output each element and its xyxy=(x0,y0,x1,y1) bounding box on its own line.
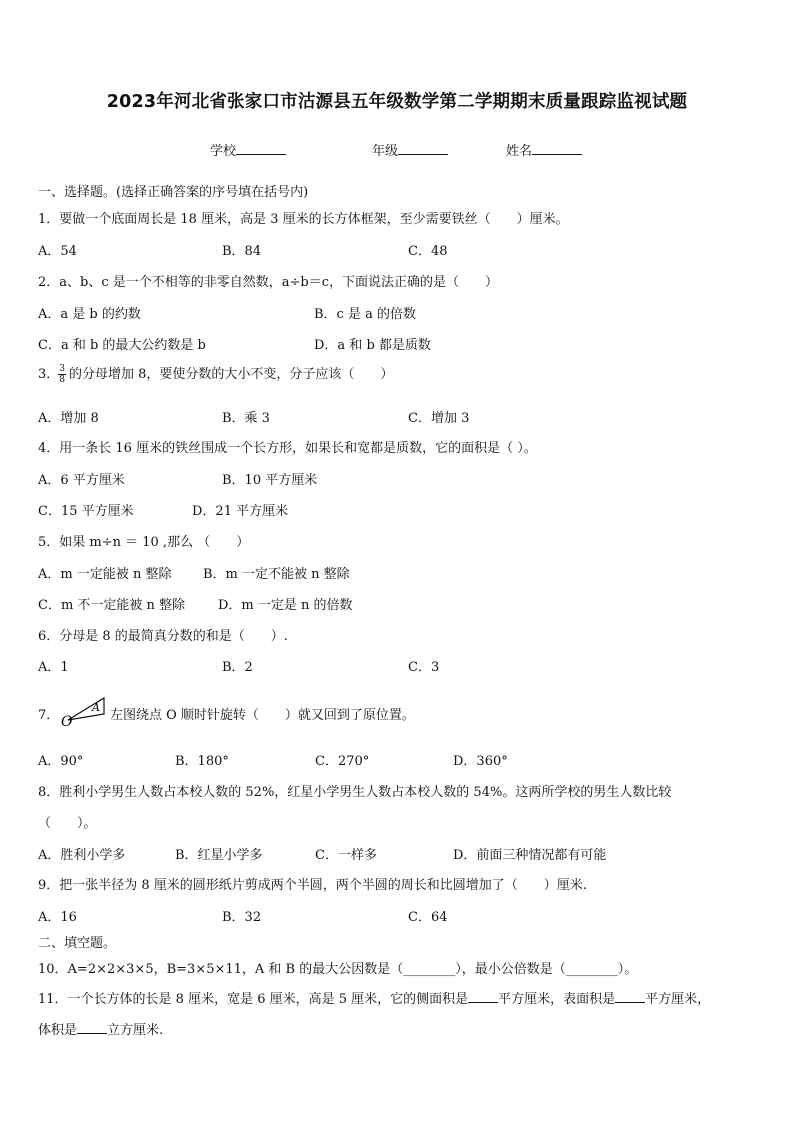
point-a-label: A xyxy=(92,701,100,714)
q9-option-c[interactable]: C．64 xyxy=(408,910,448,925)
q2-option-a[interactable]: A．a 是 b 的约数 xyxy=(38,307,141,322)
question-4: 4．用一条长 16 厘米的铁丝围成一个长方形，如果长和宽都是质数，它的面积是（ ）。 xyxy=(38,441,537,456)
q4-option-c[interactable]: C．15 平方厘米 xyxy=(38,504,134,519)
question-6: 6．分母是 8 的最简真分数的和是（ ）. xyxy=(38,629,288,644)
q4-option-b[interactable]: B．10 平方厘米 xyxy=(222,473,318,488)
rotation-triangle-figure xyxy=(60,694,108,728)
q5-option-c[interactable]: C．m 不一定能被 n 整除 xyxy=(38,598,186,613)
school-field[interactable]: 学校 xyxy=(210,140,286,159)
grade-field[interactable]: 年级 xyxy=(372,140,448,159)
grade-blank[interactable] xyxy=(398,142,448,155)
q6-option-a[interactable]: A．1 xyxy=(38,660,69,675)
q4-option-d[interactable]: D．21 平方厘米 xyxy=(192,504,289,519)
q8-option-a[interactable]: A．胜利小学多 xyxy=(38,848,126,863)
q2-option-d[interactable]: D．a 和 b 都是质数 xyxy=(314,338,431,353)
fraction-3-8: $\frac{3}{8}$ xyxy=(59,364,66,385)
q9-option-a[interactable]: A．16 xyxy=(38,910,77,925)
q9-option-b[interactable]: B．32 xyxy=(222,910,262,925)
q8-option-c[interactable]: C．一样多 xyxy=(315,848,377,863)
q11-blank-3[interactable] xyxy=(77,1021,107,1034)
question-9: 9．把一张半径为 8 厘米的圆形纸片剪成两个半圆，两个半圆的周长和比圆增加了（ ）厘米. xyxy=(38,878,587,893)
name-blank[interactable] xyxy=(532,142,582,155)
question-2: 2．a、b、c 是一个不相等的非零自然数，a÷b＝c，下面说法正确的是（ ） xyxy=(38,275,499,290)
q4-option-a[interactable]: A．6 平方厘米 xyxy=(38,473,125,488)
name-field[interactable]: 姓名 xyxy=(506,140,582,159)
q3-option-c[interactable]: C．增加 3 xyxy=(408,411,470,426)
point-o-label: O xyxy=(61,714,73,728)
question-10: 10．A=2×2×3×5，B=3×5×11，A 和 B 的最大公因数是（________），最小公倍数是（________）。 xyxy=(38,962,638,977)
q7-option-a[interactable]: A．90° xyxy=(38,754,84,769)
q11-blank-2[interactable] xyxy=(615,990,645,1003)
q8-option-b[interactable]: B．红星小学多 xyxy=(175,848,263,863)
question-8: 8．胜利小学男生人数占本校人数的 52%，红星小学男生人数占本校人数的 54%。这两所学校的男生人数比较 xyxy=(38,785,672,800)
q7-option-c[interactable]: C．270° xyxy=(315,754,370,769)
q1-option-a[interactable]: A．54 xyxy=(38,244,77,259)
q7-option-b[interactable]: B．180° xyxy=(175,754,229,769)
q2-option-c[interactable]: C．a 和 b 的最大公约数是 b xyxy=(38,338,206,353)
q11-blank-1[interactable] xyxy=(468,990,498,1003)
question-1: 1．要做一个底面周长是 18 厘米，高是 3 厘米的长方体框架，至少需要铁丝（ ）厘米。 xyxy=(38,212,569,227)
q5-option-a[interactable]: A．m 一定能被 n 整除 xyxy=(38,567,172,582)
q5-option-d[interactable]: D．m 一定是 n 的倍数 xyxy=(218,598,353,613)
section-heading-fill: 二、填空题。 xyxy=(38,936,117,951)
question-7-number: 7． xyxy=(38,708,60,723)
page-title: 2023年河北省张家口市沽源县五年级数学第二学期期末质量跟踪监视试题 xyxy=(106,92,688,112)
question-11-continued: 体积是 立方厘米. xyxy=(38,1023,164,1038)
question-5: 5．如果 m÷n ＝ 10 ,那么 （ ） xyxy=(38,535,250,550)
q6-option-c[interactable]: C．3 xyxy=(408,660,440,675)
question-7: 左图绕点 O 顺时针旋转（ ）就又回到了原位置。 xyxy=(110,708,415,723)
q1-option-b[interactable]: B．84 xyxy=(222,244,262,259)
school-blank[interactable] xyxy=(236,142,286,155)
q5-option-b[interactable]: B．m 一定不能被 n 整除 xyxy=(203,567,350,582)
q1-option-c[interactable]: C．48 xyxy=(408,244,448,259)
question-3: 3． $\frac{3}{8}$ 的分母增加 8，要使分数的大小不变，分子应该（ ） xyxy=(38,364,394,385)
q2-option-b[interactable]: B．c 是 a 的倍数 xyxy=(314,307,416,322)
q8-option-d[interactable]: D．前面三种情况都有可能 xyxy=(453,848,607,863)
question-11: 11．一个长方体的长是 8 厘米，宽是 6 厘米，高是 5 厘米，它的侧面积是 平方厘米，表面积是 平方厘米， xyxy=(38,992,711,1007)
q7-option-d[interactable]: D．360° xyxy=(453,754,508,769)
q3-option-b[interactable]: B．乘 3 xyxy=(222,411,270,426)
section-heading-choice: 一、选择题。(选择正确答案的序号填在括号内) xyxy=(38,185,309,200)
q3-option-a[interactable]: A．增加 8 xyxy=(38,411,99,426)
q6-option-b[interactable]: B．2 xyxy=(222,660,253,675)
question-8-continued: （ ）。 xyxy=(38,816,97,831)
